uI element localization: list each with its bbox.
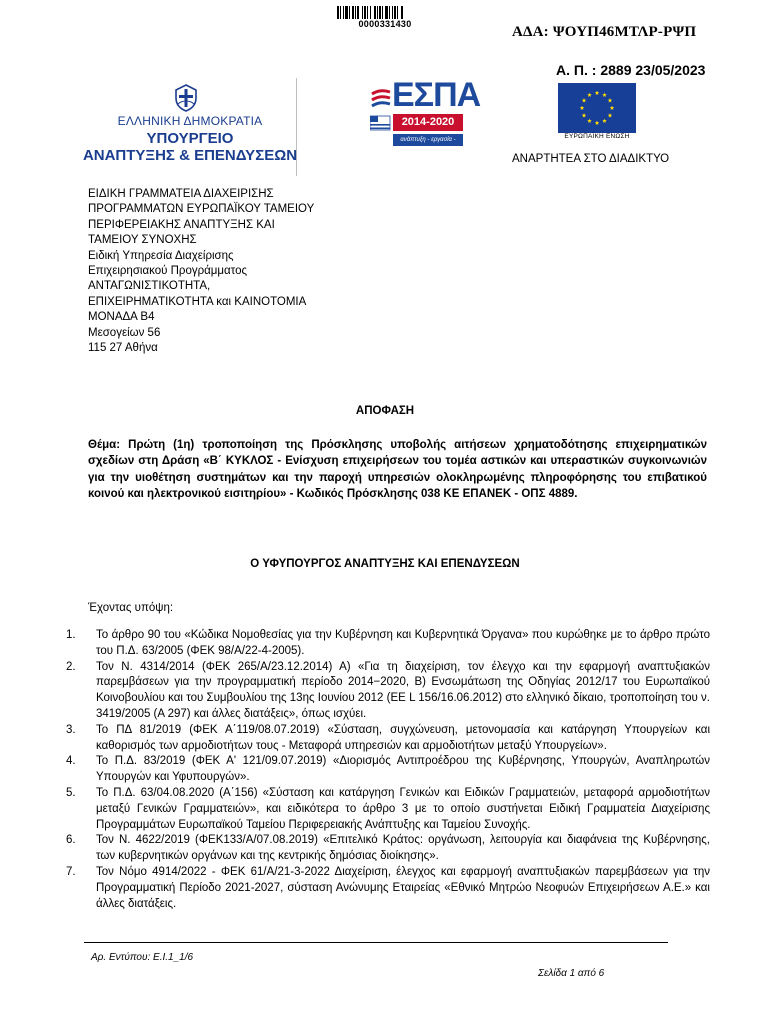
list-item: [66, 660, 710, 723]
espa-years: 2014-2020: [393, 114, 463, 131]
address-line: ΑΝΤΑΓΩΝΙΣΤΙΚΟΤΗΤΑ,: [88, 280, 211, 293]
eu-flag-icon: [558, 83, 636, 133]
item-text: Το Π.Δ. 83/2019 (ΦΕΚ Α' 121/09.07.2019) «Διορισμός Αντιπροέδρου της Κυβέρνησης, Υπουργών, Αναπληρωτών Υπουργών και Υφυπουργών».: [96, 755, 710, 784]
ministry-line-1: ΕΛΛΗΝΙΚΗ ΔΗΜΟΚΡΑΤΙΑ: [117, 114, 263, 128]
address-line: ΠΡΟΓΡΑΜΜΑΤΩΝ ΕΥΡΩΠΑΪΚΟΥ ΤΑΜΕΙΟΥ: [88, 203, 315, 216]
address-line: Ειδική Υπηρεσία Διαχείρισης: [88, 249, 234, 262]
item-text: Το Π.Δ. 63/04.08.2020 (Α΄156) «Σύσταση και κατάργηση Γενικών και Ειδικών Γραμματειών, μεταφορά αρμοδιοτήτων μεταξύ Γενικών Γραμματειών», και ειδικότερα το άρθρο 3 με το οποίο συστήνεται Ειδική Γραμματεία Διαχείρισης Προγραμμάτων Ευρωπαϊκού Ταμείου Περιφερειακής Ανάπτυξης και Ταμείου Συνοχής.: [96, 786, 710, 831]
ministry-line-3: ΑΝΑΠΤΥΞΗΣ & ΕΠΕΝΔΥΣΕΩΝ: [82, 147, 298, 164]
list-item: [66, 628, 710, 660]
issuer-heading: Ο ΥΦΥΠΟΥΡΓΟΣ ΑΝΑΠΤΥΞΗΣ ΚΑΙ ΕΠΕΝΔΥΣΕΩΝ: [250, 558, 520, 570]
list-item: [66, 865, 710, 912]
list-item: [66, 754, 710, 786]
footer-divider: [84, 942, 668, 943]
ministry-logo: [60, 114, 320, 164]
item-number: 2.: [66, 660, 76, 673]
list-item: [66, 723, 710, 755]
protocol-number: Α. Π. : 2889 23/05/2023: [556, 62, 706, 78]
item-number: 7.: [66, 865, 76, 878]
eu-label: ΕΥΡΩΠΑΪΚΗ ΕΝΩΣΗ: [564, 133, 630, 140]
barcode-number: 0000331430: [358, 19, 412, 29]
address-line: ΜΟΝΑΔΑ Β4: [88, 311, 155, 324]
form-number: Αρ. Εντύπου: Ε.Ι.1_1/6: [91, 952, 194, 963]
ada-code: ΑΔΑ: ΨΟΥΠ46ΜΤΛΡ-ΡΨΠ: [512, 24, 697, 40]
list-item: [66, 786, 710, 833]
address-line: ΠΕΡΙΦΕΡΕΙΑΚΗΣ ΑΝΑΠΤΥΞΗΣ ΚΑΙ: [88, 218, 275, 231]
address-line: Μεσογείων 56: [88, 326, 161, 339]
address-line: ΤΑΜΕΙΟΥ ΣΥΝΟΧΗΣ: [88, 234, 197, 247]
barcode: [337, 6, 433, 19]
subject-paragraph: Θέμα: Πρώτη (1η) τροποποίηση της Πρόσκλησης υποβολής αιτήσεων χρηματοδότησης επιχειρηματικών σχεδίων στη Δράση «Β΄ ΚΥΚΛΟΣ - Ενίσχυση επιχειρήσεων του τομέα αστικών και υπεραστικών συγκοινωνιών για την υιοθέτηση συστημάτων και την παροχή υπηρεσιών ολοκληρωμένης πληροφόρησης του επιβατικού κοινού και ηλεκτρονικού εισιτηρίου» - Κωδικός Πρόσκλησης 038 ΚΕ ΕΠΑΝΕΚ - ΟΠΣ 4889.: [88, 439, 707, 500]
address-line: ΕΙΔΙΚΗ ΓΡΑΜΜΑΤΕΙΑ ΔΙΑΧΕΙΡΙΣΗΣ: [88, 188, 274, 200]
document-title: ΑΠΟΦΑΣΗ: [355, 405, 415, 417]
page-number: Σελίδα 1 από 6: [538, 968, 605, 979]
sender-address: [88, 187, 314, 356]
address-line: ΕΠΙΧΕΙΡΗΜΑΤΙΚΟΤΗΤΑ και ΚΑΙΝΟΤΟΜΙΑ: [88, 295, 307, 308]
item-text: Τον Ν. 4622/2019 (ΦΕΚ133/Α/07.08.2019) «Επιτελικό Κράτος: οργάνωση, λειτουργία και διαφάνεια της Κυβέρνησης, των κυβερνητικών οργάνων και της κεντρικής δημόσιας διοίκησης».: [96, 834, 710, 863]
espa-title: ΕΣΠΑ: [392, 76, 481, 114]
legal-basis-list: [66, 628, 710, 912]
item-number: 6.: [66, 834, 76, 847]
item-number: 4.: [66, 755, 76, 768]
item-number: 3.: [66, 723, 76, 736]
item-text: Τον Ν. 4314/2014 (ΦΕΚ 265/Α/23.12.2014) Α) «Για τη διαχείριση, τον έλεγχο και την εφαρμογή αναπτυξιακών παρεμβάσεων για την προγραμματική περίοδο 2014−2020, Β) Ενσωμάτωση της Οδηγίας 2012/17 του Ευρωπαϊκού Κοινοβουλίου και του Συμβουλίου της 13ης Ιουνίου 2012 (ΕΕ L 156/16.06.2012) στο ελληνικό δίκαιο, τροποποίηση του ν. 3419/2005 (Α 297) και άλλες διατάξεις», όπως ισχύει.: [96, 660, 710, 720]
greek-emblem-icon: [174, 84, 198, 112]
list-item: [66, 833, 710, 865]
publish-online-note: ΑΝΑΡΤΗΤΕΑ ΣΤΟ ΔΙΑΔΙΚΤΥΟ: [512, 153, 670, 165]
item-number: 1.: [66, 629, 76, 641]
ministry-line-2: ΥΠΟΥΡΓΕΙΟ: [146, 130, 234, 147]
espa-motto: ανάπτυξη - εργασία - αλληλεγγύη: [393, 134, 463, 146]
address-line: 115 27 Αθήνα: [88, 342, 158, 355]
considering-label: Έχοντας υπόψη:: [88, 602, 174, 614]
item-number: 5.: [66, 786, 76, 799]
address-line: Επιχειρησιακού Προγράμματος: [88, 265, 248, 278]
item-text: Το ΠΔ 81/2019 (ΦΕΚ Α΄119/08.07.2019) «Σύσταση, συγχώνευση, μετονομασία και κατάργηση Υπουργείων και καθορισμός των αρμοδιοτήτων τους - Μεταφορά υπηρεσιών και αρμοδιοτήτων μεταξύ Υπουργείων».: [96, 723, 710, 752]
item-text: Τον Νόμο 4914/2022 - ΦΕΚ 61/Α/21-3-2022 Διαχείριση, έλεγχος και εφαρμογή αναπτυξιακών παρεμβάσεων για την Προγραμματική Περίοδο 2021-2027, σύσταση Ανώνυμης Εταιρείας «Εθνικό Μητρώο Νεοφυών Επιχειρήσεων Α.Ε.» και άλλες διατάξεις.: [96, 865, 710, 910]
item-text: Το άρθρο 90 του «Κώδικα Νομοθεσίας για την Κυβέρνηση και Κυβερνητικά Όργανα» που κυρώθηκε με το άρθρο πρώτο του Π.Δ. 63/2005 (ΦΕΚ 98/Α/22-4-2005).: [96, 629, 710, 657]
